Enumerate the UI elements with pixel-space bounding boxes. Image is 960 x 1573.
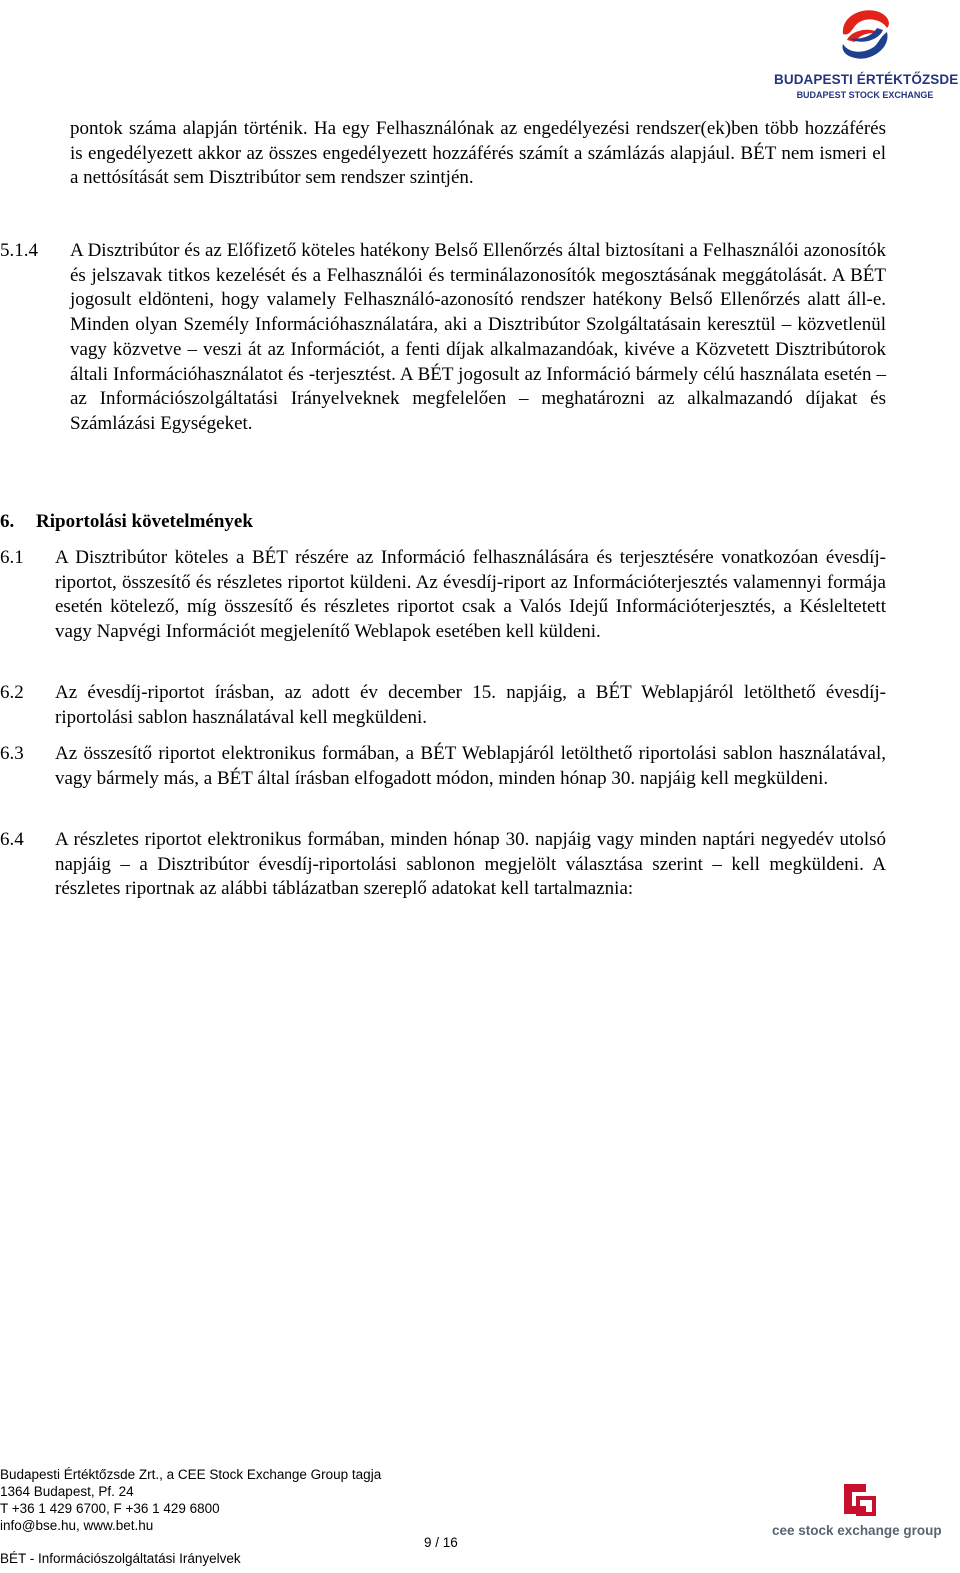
footer-company: Budapesti Értéktőzsde Zrt., a CEE Stock Exchange Group tagja [0, 1467, 382, 1482]
item-number: 6.2 [0, 682, 24, 703]
page-number: 9 / 16 [424, 1535, 458, 1550]
heading-number: 6. [0, 511, 15, 532]
section-paragraph: A Disztribútor és az Előfizető köteles hatékony Belső Ellenőrzés által biztosítani a Felhasználói azonosítók és jelszavak titkos kezelését és a Felhasználói és terminálazonosítók megosztásának meggátolását. A BÉT jogosult eldönteni, hogy valamely Felhasználó-azonosító rendszer hatékony Belső Ellenőrzés alatt áll-e. Minden olyan Személy Információhasználatára, aki a Disztribútor Szolgáltatásain keresztül – közvetlenül vagy közvetve – veszi át az Információt, a fenti díjak alkalmazandóak, kivéve a Közvetett Disztribútorok általi Információhasználatot és -terjesztést. A BÉT jogosult az Információ bármely célú használata esetén – az Információszolgáltatási Irányelveknek megfelelően – meghatározni az alkalmazandó díjakat és Számlázási Egységeket. [70, 240, 886, 434]
footer-web: info@bse.hu, www.bet.hu [0, 1518, 154, 1533]
bse-swirl-icon [835, 4, 895, 66]
heading-title: Riportolási követelmények [36, 511, 253, 532]
bse-logo [774, 4, 959, 104]
section-heading [0, 510, 253, 534]
cee-logo [770, 1480, 945, 1544]
item-paragraph: A Disztribútor köteles a BÉT részére az Információ felhasználására és terjesztésére vonatkozóan évesdíj-riportot, összesítő és részletes riportot küldeni. Az évesdíj-riport az Információterjesztés valamennyi formája esetén kötelező, míg összesítő és részletes riportot csak a Valós Idejű Információterjesztés, a Késleltetett vagy Napvégi Információt megjelenítő Weblapok esetében kell küldeni. [55, 547, 886, 643]
item-paragraph: A részletes riportot elektronikus formában, minden hónap 30. napjáig vagy minden naptári negyedév utolsó napjáig – a Disztribútor évesdíj-riportolási sablonon megjelölt választása szerint – kell megküldeni. A részletes riportnak az alábbi táblázatban szereplő adatokat kell tartalmaznia: [55, 829, 886, 900]
section-number: 5.1.4 [0, 240, 38, 261]
item-paragraph: Az összesítő riportot elektronikus formában, a BÉT Weblapjáról letölthető riportolási sablon használatával, vagy bármely más, a BÉT által írásban elfogadott módon, minden hónap 30. napjáig kell megküldeni. [55, 743, 886, 789]
cee-logo-text: cee stock exchange group [772, 1523, 942, 1538]
intro-paragraph: pontok száma alapján történik. Ha egy Felhasználónak az engedélyezési rendszer(ek)ben több hozzáférés is engedélyezett akkor az összes engedélyezett hozzáférés számít a számlázás alapjául. BÉT nem ismeri el a nettósítását sem Disztribútor sem rendszer szintjén. [70, 118, 886, 189]
bse-logo-subtitle: BUDAPEST STOCK EXCHANGE [796, 90, 934, 100]
bse-logo-name: BUDAPESTI ÉRTÉKTŐZSDE [774, 72, 959, 87]
item-paragraph: Az évesdíj-riportot írásban, az adott év december 15. napjáig, a BÉT Weblapjáról letölthető évesdíj-riportolási sablon használatával kell megküldeni. [55, 682, 886, 728]
footer-address: 1364 Budapest, Pf. 24 [0, 1484, 134, 1499]
cee-mark-icon [840, 1480, 880, 1520]
item-number: 6.4 [0, 829, 24, 850]
item-number: 6.3 [0, 743, 24, 764]
item-number: 6.1 [0, 547, 24, 568]
footer-doc-title: BÉT - Információszolgáltatási Irányelvek [0, 1551, 241, 1566]
footer-phone: T +36 1 429 6700, F +36 1 429 6800 [0, 1501, 220, 1516]
